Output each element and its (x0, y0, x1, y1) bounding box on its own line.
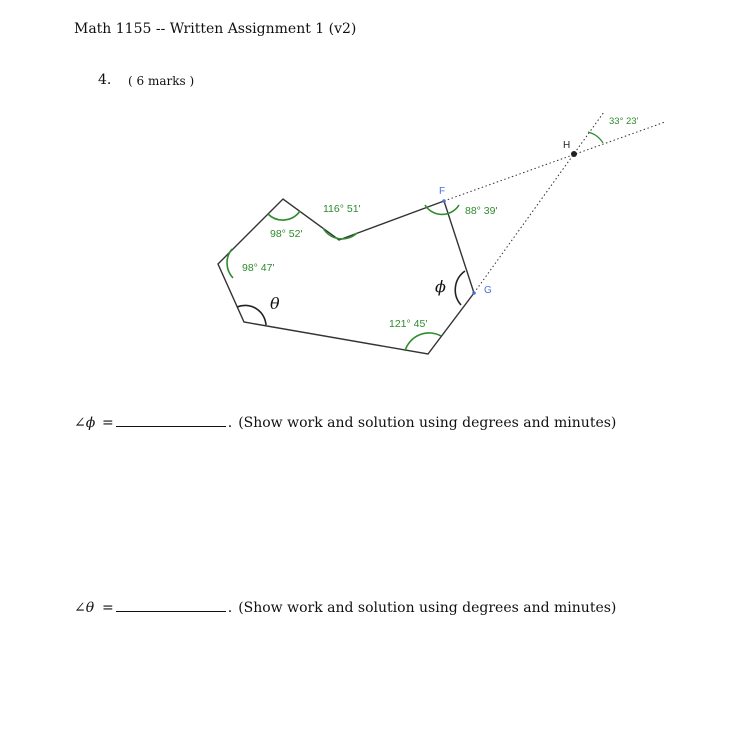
question-number: 4. (98, 72, 112, 88)
arc-116-51 (323, 228, 357, 239)
answer-blank-theta[interactable] (116, 599, 226, 612)
label-angle-116-51: 116° 51' (323, 203, 361, 215)
arc-121-45 (405, 333, 441, 351)
answer-period: . (227, 415, 233, 431)
label-point-F: F (439, 186, 446, 197)
point-F (442, 199, 446, 203)
point-G (472, 291, 476, 295)
answer-equals: = (102, 600, 114, 616)
arc-98-52 (268, 211, 300, 220)
answer-equals: = (102, 415, 114, 431)
answer-symbol-phi: ∠ϕ (74, 415, 96, 431)
answer-period: . (227, 600, 233, 616)
answer-note-phi: (Show work and solution using degrees and minutes) (238, 415, 617, 431)
label-angle-121-45: 121° 45' (389, 318, 428, 330)
label-angle-88-39: 88° 39' (465, 205, 498, 217)
label-angle-98-52: 98° 52' (270, 228, 303, 240)
dotted-line-G-H (474, 112, 604, 293)
answer-line-theta (74, 599, 616, 616)
arc-33-23 (588, 132, 603, 143)
label-point-H: H (563, 140, 571, 151)
answer-note-theta: (Show work and solution using degrees and minutes) (238, 600, 617, 616)
question-marks: ( 6 marks ) (128, 74, 195, 88)
answer-symbol-theta: ∠θ (74, 600, 95, 616)
dotted-line-F-H (444, 122, 665, 201)
label-angle-98-47: 98° 47' (242, 262, 275, 274)
answer-line-phi (74, 414, 616, 431)
label-angle-33-23: 33° 23' (609, 116, 639, 127)
label-theta: θ (270, 294, 280, 313)
label-phi: ϕ (435, 277, 446, 296)
label-point-G: G (484, 285, 492, 296)
answer-blank-phi[interactable] (116, 414, 226, 427)
point-H (571, 151, 577, 157)
assignment-title: Math 1155 -- Written Assignment 1 (v2) (74, 21, 357, 37)
arc-phi (455, 271, 465, 305)
